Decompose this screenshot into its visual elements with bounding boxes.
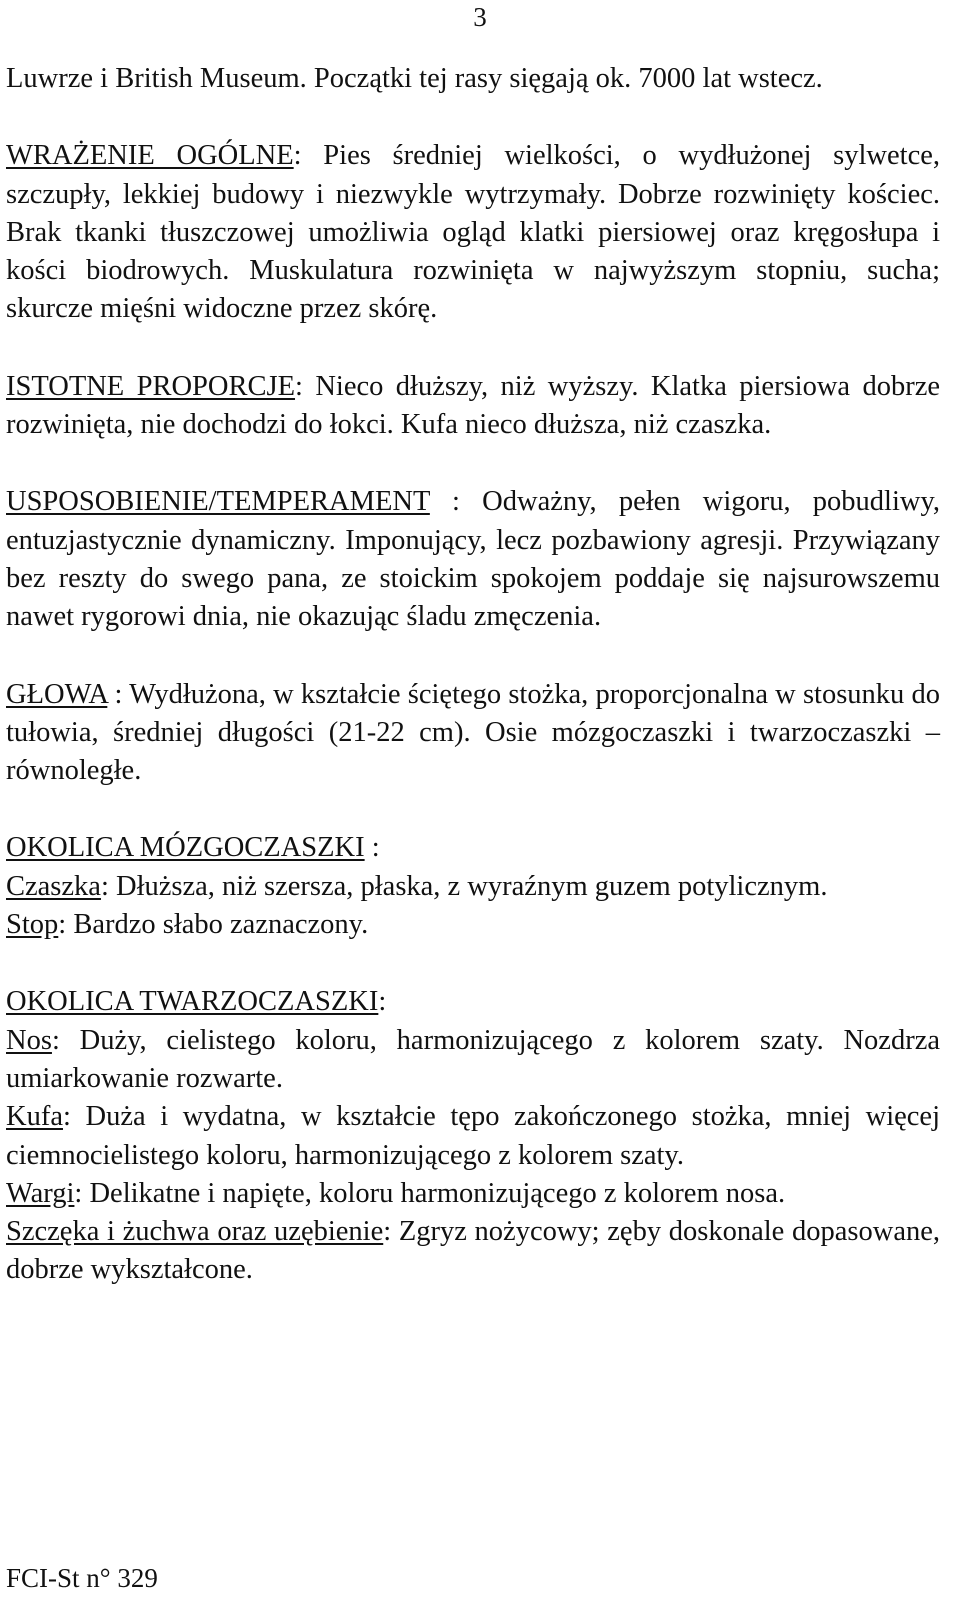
heading-separator: :: [364, 832, 380, 864]
label-separator: :: [107, 678, 130, 710]
section-text-head: Wydłużona, w kształcie ściętego stożka, proporcjonalna w stosunku do tułowia, średniej długości (21-22 cm). Osie mózgoczaszki i twarzoczaszki – równoległe.: [6, 678, 940, 787]
section-temperament: [6, 483, 940, 636]
paragraph-origin-text: Luwrze i British Museum. Początki tej rasy sięgają ok. 7000 lat wstecz.: [6, 63, 823, 94]
subsection-label-stop: Stop: [6, 909, 59, 941]
section-head: [6, 676, 940, 791]
subsection-label-muzzle: Kufa: [6, 1101, 63, 1133]
subsection-jaws-teeth: [6, 1213, 940, 1290]
subsection-label-skull: Czaszka: [6, 870, 101, 902]
subsection-text-lips: : Delikatne i napięte, koloru harmonizującego z kolorem nosa.: [74, 1177, 786, 1209]
section-heading-facial-region: [6, 983, 940, 1021]
section-general-appearance: [6, 137, 940, 328]
subsection-text-jaws-teeth: : Zgryz nożycowy; zęby doskonale dopasowane, dobrze wykształcone.: [6, 1216, 940, 1286]
subsection-label-lips: Wargi: [6, 1177, 75, 1209]
subsection-muzzle: [6, 1098, 940, 1175]
heading-separator: :: [378, 986, 387, 1018]
subsection-label-nose: Nos: [6, 1024, 52, 1056]
section-text-temperament: Odważny, pełen wigoru, pobudliwy, entuzjastycznie dynamiczny. Imponujący, lecz pozbawiony agresji. Przywiązany bez reszty do swego pana, ze stoickim spokojem poddaje się najsurowszemu nawet rygorowi dnia, nie okazując śladu zmęczenia.: [6, 486, 941, 633]
section-facial-region: [6, 983, 940, 1289]
subsection-text-stop: : Bardzo słabo zaznaczony.: [58, 909, 369, 941]
page-number: 3: [473, 2, 487, 32]
section-label-proportions: ISTOTNE PROPORCJE: [6, 370, 296, 402]
paragraph-origin: [6, 60, 940, 98]
section-label-head: GŁOWA: [6, 678, 108, 710]
heading-facial-region: OKOLICA TWARZOCZASZKI: [6, 986, 379, 1018]
section-cranial-region: [6, 829, 940, 944]
subsection-lips: [6, 1175, 940, 1213]
subsection-skull: [6, 868, 940, 906]
section-label-temperament: USPOSOBIENIE/TEMPERAMENT: [6, 486, 430, 518]
label-separator: :: [295, 370, 316, 402]
subsection-text-muzzle: : Duża i wydatna, w kształcie tępo zakończonego stożka, mniej więcej ciemnocielistego koloru, harmonizującego z kolorem szaty.: [6, 1101, 940, 1171]
subsection-nose: [6, 1022, 940, 1099]
subsection-label-jaws-teeth: Szczęka i żuchwa oraz uzębienie: [6, 1216, 384, 1248]
heading-cranial-region: OKOLICA MÓZGOCZASZKI: [6, 832, 365, 864]
subsection-stop: [6, 906, 940, 944]
section-text-general-appearance: Pies średniej wielkości, o wydłużonej sylwetce, szczupły, lekkiej budowy i niezwykle wytrzymały. Dobrze rozwinięty kościec. Brak tkanki tłuszczowej umożliwia ogląd klatki piersiowej oraz kręgosłupa i kości biodrowych. Muskulatura rozwinięta w najwyższym stopniu, sucha; skurcze mięśni widoczne przez skórę.: [6, 140, 940, 325]
label-separator: :: [429, 486, 483, 518]
footer-standard-number: FCI-St n° 329: [6, 1563, 158, 1593]
section-text-proportions: Nieco dłuższy, niż wyższy. Klatka piersiowa dobrze rozwinięta, nie dochodzi do łokci. Kufa nieco dłuższa, niż czaszka.: [6, 370, 940, 441]
label-separator: :: [293, 140, 324, 172]
section-proportions: [6, 368, 940, 445]
subsection-text-skull: : Dłuższa, niż szersza, płaska, z wyraźnym guzem potylicznym.: [100, 870, 828, 902]
subsection-text-nose: : Duży, cielistego koloru, harmonizującego z kolorem szaty. Nozdrza umiarkowanie rozwarte.: [6, 1024, 940, 1094]
section-label-general-appearance: WRAŻENIE OGÓLNE: [6, 140, 294, 172]
section-heading-cranial-region: [6, 829, 940, 867]
document-body: [6, 60, 940, 1290]
